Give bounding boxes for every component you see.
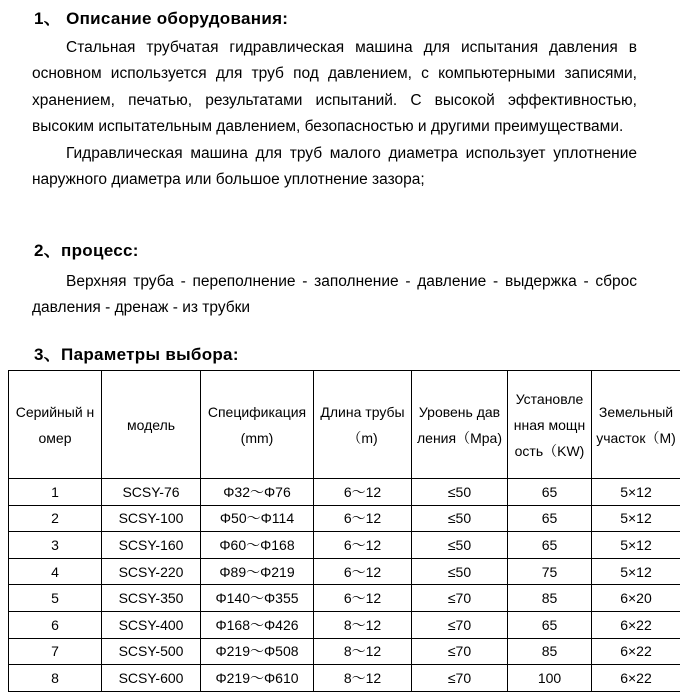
cell-pressure: ≤50: [412, 532, 508, 559]
process-paragraph: Верхняя труба - переполнение - заполнение - давление - выдержка - сброс давления - дренаж - из трубки: [32, 273, 637, 317]
cell-model: SCSY-400: [102, 611, 201, 638]
cell-model: SCSY-350: [102, 585, 201, 612]
cell-power: 100: [508, 665, 592, 692]
cell-specification: Φ89～Φ219: [201, 558, 314, 585]
cell-serial: 5: [9, 585, 102, 612]
table-row: [9, 479, 680, 506]
cell-pressure: ≤70: [412, 585, 508, 612]
cell-area: 5×12: [592, 558, 680, 585]
section-2-body: [32, 269, 637, 322]
cell-serial: 3: [9, 532, 102, 559]
cell-power: 75: [508, 558, 592, 585]
section-2-heading: 2、процесс:: [34, 241, 139, 260]
table-row: [9, 585, 680, 612]
cell-area: 6×22: [592, 611, 680, 638]
header-installed-power: Установленная мощность（KW): [508, 371, 592, 479]
cell-specification: Φ50～Φ114: [201, 505, 314, 532]
cell-length: 6～12: [314, 505, 412, 532]
cell-length: 6～12: [314, 479, 412, 506]
cell-pressure: ≤70: [412, 665, 508, 692]
cell-serial: 2: [9, 505, 102, 532]
cell-length: 8～12: [314, 665, 412, 692]
table-row: [9, 558, 680, 585]
cell-model: SCSY-600: [102, 665, 201, 692]
cell-specification: Φ168～Φ426: [201, 611, 314, 638]
table-row: [9, 505, 680, 532]
cell-specification: Φ219～Φ508: [201, 638, 314, 665]
cell-serial: 1: [9, 479, 102, 506]
cell-pressure: ≤50: [412, 505, 508, 532]
table-row: [9, 611, 680, 638]
cell-model: SCSY-500: [102, 638, 201, 665]
table-row: [9, 638, 680, 665]
cell-pressure: ≤70: [412, 638, 508, 665]
cell-pressure: ≤50: [412, 558, 508, 585]
table-row: [9, 532, 680, 559]
cell-serial: 4: [9, 558, 102, 585]
header-serial-number: Серийный номер: [9, 371, 102, 479]
section-3-heading: 3、Параметры выбора:: [34, 345, 239, 364]
cell-specification: Φ140～Φ355: [201, 585, 314, 612]
table-row: [9, 665, 680, 692]
cell-area: 5×12: [592, 479, 680, 506]
small-diameter-paragraph: Гидравлическая машина для труб малого диаметра использует уплотнение наружного диаметра или большое уплотнение зазора;: [32, 144, 637, 189]
cell-specification: Φ32～Φ76: [201, 479, 314, 506]
cell-length: 6～12: [314, 532, 412, 559]
cell-serial: 6: [9, 611, 102, 638]
header-pressure-level: Уровень давления（Mpa): [412, 371, 508, 479]
cell-specification: Φ60～Φ168: [201, 532, 314, 559]
cell-area: 6×22: [592, 665, 680, 692]
cell-serial: 7: [9, 638, 102, 665]
header-model: модель: [102, 371, 201, 479]
table-header-row: [9, 371, 680, 479]
cell-power: 65: [508, 611, 592, 638]
cell-serial: 8: [9, 665, 102, 692]
cell-specification: Φ219～Φ610: [201, 665, 314, 692]
cell-length: 6～12: [314, 585, 412, 612]
cell-area: 5×12: [592, 532, 680, 559]
header-pipe-length: Длина трубы（m): [314, 371, 412, 479]
cell-pressure: ≤50: [412, 479, 508, 506]
cell-power: 65: [508, 479, 592, 506]
cell-length: 8～12: [314, 611, 412, 638]
cell-area: 5×12: [592, 505, 680, 532]
equipment-description-paragraph: Стальная трубчатая гидравлическая машина для испытания давления в основном используется для труб под давлением, с компьютерными записями, хранением, печатью, результатами испытаний. С высокой эффективностью, высоким испытательным давлением, безопасностью и другими преимуществами.: [32, 39, 637, 136]
cell-model: SCSY-220: [102, 558, 201, 585]
section-1-body: [32, 35, 637, 193]
header-specification: Спецификация(mm): [201, 371, 314, 479]
cell-length: 6～12: [314, 558, 412, 585]
cell-area: 6×22: [592, 638, 680, 665]
selection-parameters-table: [8, 370, 680, 692]
cell-model: SCSY-100: [102, 505, 201, 532]
cell-length: 8～12: [314, 638, 412, 665]
cell-model: SCSY-160: [102, 532, 201, 559]
cell-power: 65: [508, 532, 592, 559]
cell-power: 65: [508, 505, 592, 532]
header-land-area: Земельный участок（M): [592, 371, 680, 479]
cell-pressure: ≤70: [412, 611, 508, 638]
cell-power: 85: [508, 638, 592, 665]
section-1-heading: 1、 Описание оборудования:: [34, 9, 289, 28]
cell-model: SCSY-76: [102, 479, 201, 506]
cell-area: 6×20: [592, 585, 680, 612]
cell-power: 85: [508, 585, 592, 612]
